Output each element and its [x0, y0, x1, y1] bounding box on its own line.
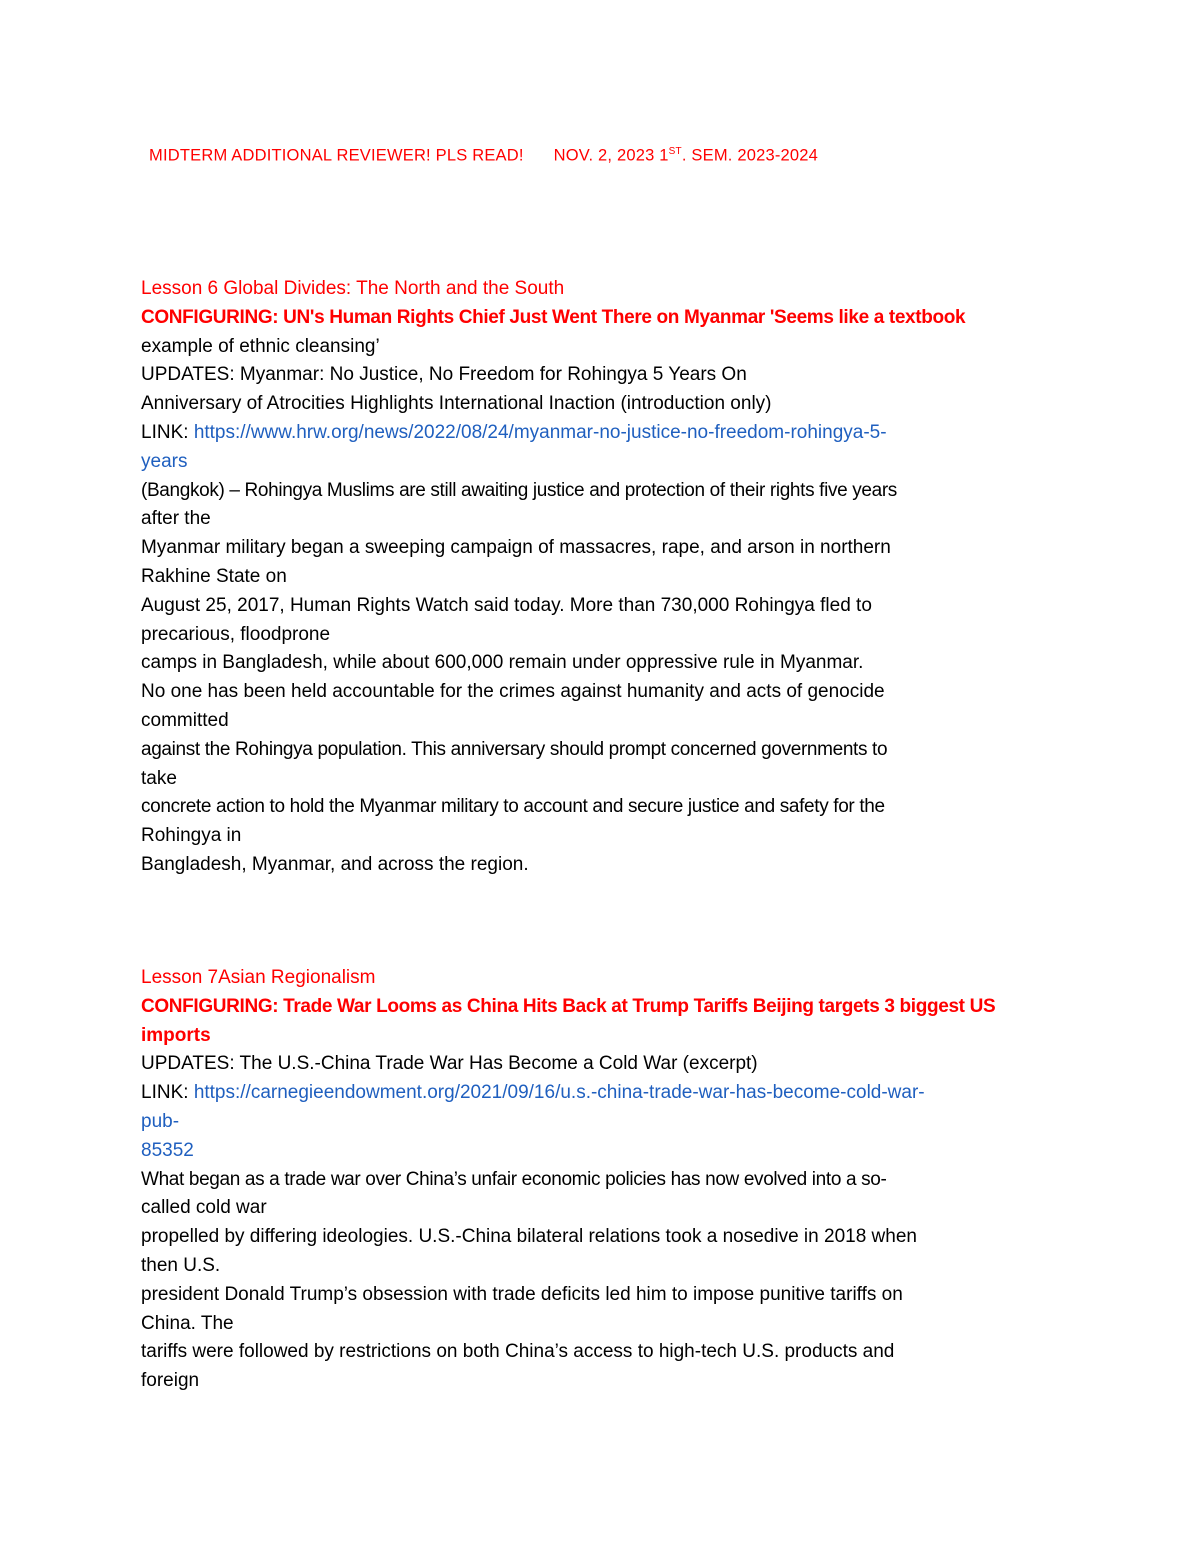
header-date: NOV. 2, 2023 1	[553, 146, 669, 165]
lesson-7-body-line: president Donald Trump’s obsession with trade deficits led him to impose punitive tariffs on	[141, 1283, 903, 1305]
lesson-6-body-line: camps in Bangladesh, while about 600,000 remain under oppressive rule in Myanmar.	[141, 652, 864, 674]
lesson-7-configuring: CONFIGURING: Trade War Looms as China Hits Back at Trump Tariffs Beijing targets 3 biggest US	[141, 995, 996, 1017]
page-header	[149, 146, 818, 166]
lesson-7-section	[141, 964, 1061, 1396]
lesson-6-updates-2: Anniversary of Atrocities Highlights International Inaction (introduction only)	[141, 393, 772, 415]
lesson-6-body-line: Rakhine State on	[141, 565, 287, 587]
lesson-6-body-line: after the	[141, 508, 211, 530]
lesson-7-body-line: foreign	[141, 1370, 200, 1392]
lesson-7-configuring-cont: imports	[141, 1024, 211, 1046]
lesson-7-body-line: What began as a trade war over China’s unfair economic policies has now evolved into a so-	[141, 1168, 887, 1190]
lesson-6-link-cont[interactable]: years	[141, 450, 188, 472]
lesson-7-link-cont[interactable]: pub-	[141, 1110, 180, 1132]
lesson-7-updates: UPDATES: The U.S.-China Trade War Has Become a Cold War (excerpt)	[141, 1053, 758, 1075]
lesson-6-body-line: No one has been held accountable for the crimes against humanity and acts of genocide	[141, 681, 885, 703]
lesson-6-link-label: LINK:	[141, 421, 194, 443]
lesson-6-title: Lesson 6 Global Divides: The North and the South	[141, 278, 565, 299]
header-semester: . SEM. 2023-2024	[681, 146, 819, 165]
lesson-7-body-line: China. The	[141, 1312, 234, 1334]
lesson-6-configuring: CONFIGURING: UN's Human Rights Chief Just Went There on Myanmar 'Seems like a textbook	[141, 306, 966, 328]
lesson-7-link-cont-2[interactable]: 85352	[141, 1139, 194, 1161]
lesson-6-body-line: against the Rohingya population. This anniversary should prompt concerned governments to	[141, 738, 888, 760]
header-title: MIDTERM ADDITIONAL REVIEWER! PLS READ!	[149, 146, 524, 165]
lesson-7-link-label: LINK:	[141, 1082, 194, 1104]
lesson-6-body-line: take	[141, 767, 177, 789]
lesson-6-body-line: Bangladesh, Myanmar, and across the region.	[141, 853, 529, 875]
lesson-7-title: Lesson 7Asian Regionalism	[141, 967, 376, 988]
lesson-6-body-line: concrete action to hold the Myanmar military to account and secure justice and safety for the	[141, 796, 885, 818]
lesson-7-body-line: then U.S.	[141, 1254, 221, 1276]
lesson-6-configuring-cont: example of ethnic cleansing’	[141, 335, 380, 357]
lesson-7-body-line: called cold war	[141, 1197, 267, 1219]
lesson-6-body-line: (Bangkok) – Rohingya Muslims are still awaiting justice and protection of their rights five years	[141, 479, 897, 501]
lesson-6-body-line: Rohingya in	[141, 825, 242, 847]
lesson-6-body-line: precarious, floodprone	[141, 623, 331, 645]
lesson-6-body-line: August 25, 2017, Human Rights Watch said today. More than 730,000 Rohingya fled to	[141, 594, 872, 616]
lesson-6-link[interactable]: https://www.hrw.org/news/2022/08/24/myanmar-no-justice-no-freedom-rohingya-5-	[193, 421, 887, 443]
header-superscript: ST	[668, 146, 682, 157]
lesson-7-body-line: propelled by differing ideologies. U.S.-China bilateral relations took a nosedive in 2018 when	[141, 1226, 917, 1248]
lesson-6-updates-1: UPDATES: Myanmar: No Justice, No Freedom for Rohingya 5 Years On	[141, 364, 747, 386]
lesson-7-link[interactable]: https://carnegieendowment.org/2021/09/16/u.s.-china-trade-war-has-become-cold-war-	[193, 1082, 925, 1104]
lesson-6-body-line: Myanmar military began a sweeping campaign of massacres, rape, and arson in northern	[141, 537, 891, 559]
lesson-6-body-line: committed	[141, 709, 229, 731]
lesson-7-body-line: tariffs were followed by restrictions on both China’s access to high-tech U.S. products and	[141, 1341, 895, 1363]
lesson-6-section	[141, 275, 1061, 880]
